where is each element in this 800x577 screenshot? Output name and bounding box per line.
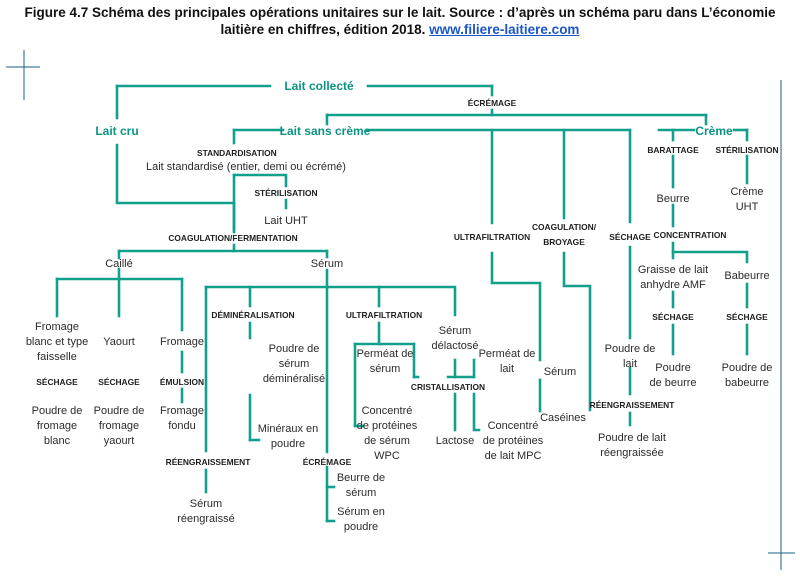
source-link[interactable]: www.filiere-laitiere.com xyxy=(429,22,580,37)
node-poudre-fromage-blanc-1: Poudre de xyxy=(31,405,83,417)
node-permeat-lait-2: lait xyxy=(499,363,515,375)
node-ecremage-2: ÉCRÉMAGE xyxy=(302,457,352,467)
node-serum-1: Sérum xyxy=(310,258,344,270)
node-graisse-2: anhydre AMF xyxy=(640,279,706,291)
node-permeat-lait-1: Perméat de xyxy=(478,348,536,360)
node-standardisation: STANDARDISATION xyxy=(197,148,277,158)
node-caseines: Caséines xyxy=(540,412,586,424)
node-sechage-beurre: SÉCHAGE xyxy=(652,312,694,322)
node-fromage: Fromage xyxy=(159,336,205,348)
node-sechage-babeurre: SÉCHAGE xyxy=(726,312,768,322)
node-concentre-wpc-4: WPC xyxy=(374,450,400,462)
node-poudre-serum-demin-1: Poudre de xyxy=(268,343,320,355)
node-babeurre: Babeurre xyxy=(724,270,770,282)
node-barattage: BARATTAGE xyxy=(647,145,699,155)
node-poudre-fromage-yaourt-2: fromage xyxy=(98,420,140,432)
node-sechage-1: SÉCHAGE xyxy=(609,232,651,242)
node-serum-delactose-2: délactosé xyxy=(431,340,479,352)
node-concentre-wpc-2: de protéines xyxy=(356,420,418,432)
diagram-labels xyxy=(26,79,779,533)
node-concentration: CONCENTRATION xyxy=(653,230,727,240)
node-sechage-fromage-blanc: SÉCHAGE xyxy=(36,377,78,387)
node-creme: Crème xyxy=(695,124,733,138)
node-poudre-reengraissee-1: Poudre de lait xyxy=(598,432,666,444)
node-serum-poudre-1: Sérum en xyxy=(337,506,385,518)
node-fromage-fondu-2: fondu xyxy=(168,420,196,432)
node-ultrafiltration-2: ULTRAFILTRATION xyxy=(345,310,423,320)
figure-title-text: Figure 4.7 Schéma des principales opérations unitaires sur le lait. Source : d’après un schéma paru dans L’économie laitière en chiffres, édition 2018. xyxy=(24,5,776,37)
node-poudre-fromage-blanc-3: blanc xyxy=(43,435,71,447)
node-poudre-serum-demin-3: déminéralisé xyxy=(262,373,326,385)
node-poudre-babeurre-2: babeurre xyxy=(724,377,770,389)
node-emulsion: ÉMULSION xyxy=(159,377,205,387)
node-poudre-lait-2: lait xyxy=(622,358,638,370)
node-fromage-fondu-1: Fromage xyxy=(159,405,205,417)
node-ecremage-top: ÉCRÉMAGE xyxy=(467,98,517,108)
node-serum-delactose-1: Sérum xyxy=(438,325,472,337)
node-reengraissement-2: RÉENGRAISSEMENT xyxy=(589,400,675,410)
node-beurre-serum-1: Beurre de xyxy=(336,472,386,484)
node-concentre-wpc-3: de sérum xyxy=(364,435,410,447)
node-demineralisation: DÉMINÉRALISATION xyxy=(211,310,295,320)
node-reengraissement-1: RÉENGRAISSEMENT xyxy=(165,457,251,467)
node-yaourt: Yaourt xyxy=(103,336,135,348)
node-fromage-blanc-1: Fromage xyxy=(34,321,80,333)
node-poudre-fromage-yaourt-1: Poudre de xyxy=(93,405,145,417)
node-mineraux-2: poudre xyxy=(270,438,306,450)
node-poudre-reengraissee-2: réengraissée xyxy=(600,447,664,459)
node-poudre-serum-demin-2: sérum xyxy=(278,358,310,370)
node-poudre-babeurre-1: Poudre de xyxy=(721,362,773,374)
node-graisse-1: Graisse de lait xyxy=(637,264,709,276)
node-serum-2: Sérum xyxy=(543,366,577,378)
node-serum-reengraisse-2: réengraissé xyxy=(177,513,235,525)
node-beurre-serum-2: sérum xyxy=(345,487,377,499)
node-coagulation-broyage-1: COAGULATION/ xyxy=(531,222,597,232)
node-concentre-mpc-1: Concentré xyxy=(487,420,539,432)
node-fromage-blanc-2: blanc et type xyxy=(25,336,89,348)
node-concentre-mpc-2: de protéines xyxy=(482,435,544,447)
node-poudre-beurre-1: Poudre xyxy=(655,362,691,374)
node-ultrafiltration-1: ULTRAFILTRATION xyxy=(453,232,531,242)
node-cristallisation: CRISTALLISATION xyxy=(410,382,486,392)
node-coagulation-fermentation: COAGULATION/FERMENTATION xyxy=(168,233,298,243)
node-sechage-yaourt: SÉCHAGE xyxy=(98,377,140,387)
node-lactose: Lactose xyxy=(435,435,475,447)
node-concentre-wpc-1: Concentré xyxy=(361,405,413,417)
node-poudre-fromage-yaourt-3: yaourt xyxy=(103,435,135,447)
node-concentre-mpc-3: de lait MPC xyxy=(484,450,542,462)
node-poudre-lait-1: Poudre de xyxy=(604,343,656,355)
node-creme-uht-2: UHT xyxy=(735,201,759,213)
node-permeat-serum-1: Perméat de xyxy=(356,348,414,360)
node-fromage-blanc-3: faisselle xyxy=(37,351,77,363)
node-serum-poudre-2: poudre xyxy=(343,521,379,533)
node-caille: Caillé xyxy=(105,258,133,270)
node-poudre-fromage-blanc-2: fromage xyxy=(36,420,78,432)
node-permeat-serum-2: sérum xyxy=(369,363,401,375)
node-coagulation-broyage-2: BROYAGE xyxy=(543,237,585,247)
node-lait-collecte: Lait collecté xyxy=(284,79,354,93)
node-serum-reengraisse-1: Sérum xyxy=(189,498,223,510)
node-lait-sans-creme: Lait sans crème xyxy=(279,124,371,138)
node-lait-standardise: Lait standardisé (entier, demi ou écrémé) xyxy=(146,161,346,173)
node-lait-uht: Lait UHT xyxy=(264,215,308,227)
node-sterilisation-2: STÉRILISATION xyxy=(715,145,779,155)
node-creme-uht-1: Crème xyxy=(730,186,764,198)
node-lait-cru: Lait cru xyxy=(95,124,139,138)
node-sterilisation-1: STÉRILISATION xyxy=(254,188,318,198)
node-beurre: Beurre xyxy=(656,193,690,205)
node-mineraux-1: Minéraux en xyxy=(257,423,319,435)
node-poudre-beurre-2: de beurre xyxy=(649,377,697,389)
